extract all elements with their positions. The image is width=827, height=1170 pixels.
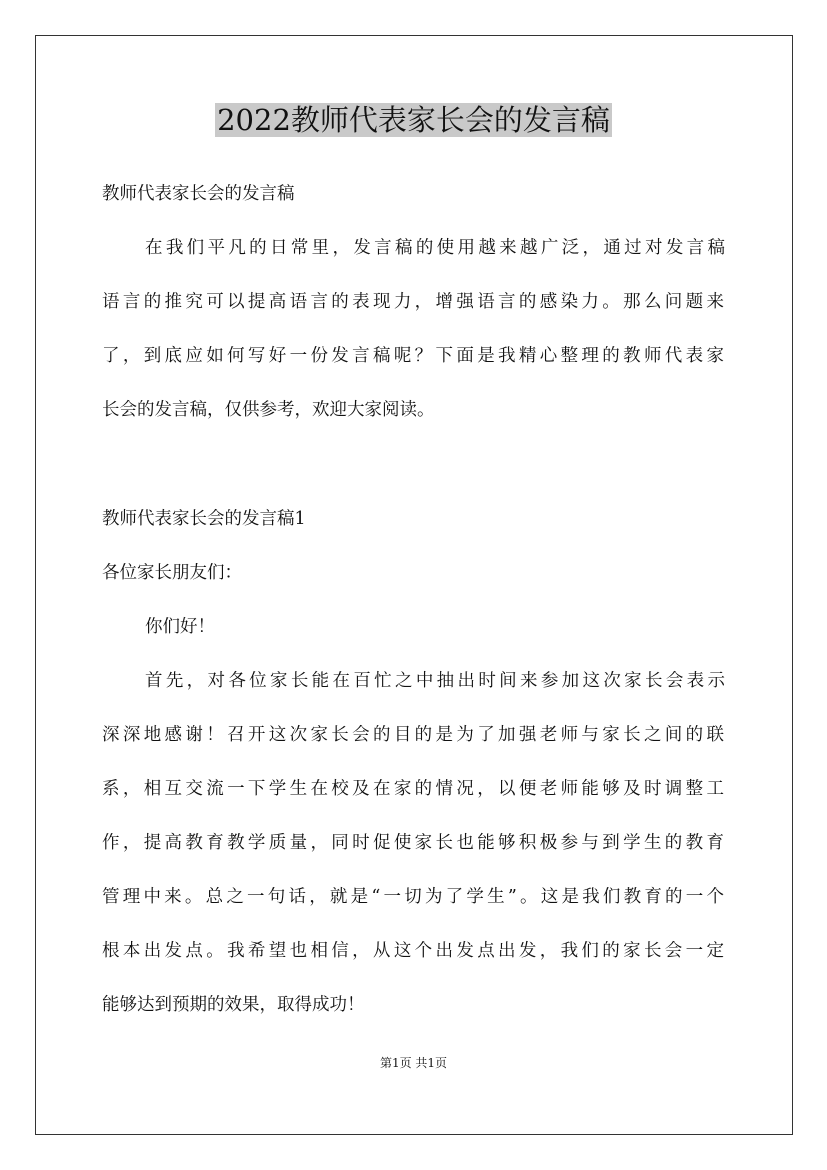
salutation: 各位家长朋友们：	[102, 563, 242, 583]
page-footer: 第1页 共1页	[379, 1056, 448, 1070]
subtitle-line: 教师代表家长会的发言稿	[102, 184, 295, 204]
paragraph-line: 管理中来。总之一句话，就是“一切为了学生”。这是我们教育的一个	[102, 887, 724, 907]
paragraph-line: 语言的推究可以提高语言的表现力，增强语言的感染力。那么问题来	[102, 292, 724, 312]
greeting: 你们好！	[145, 617, 215, 637]
paragraph-line: 首先，对各位家长能在百忙之中抽出时间来参加这次家长会表示	[145, 671, 725, 691]
paragraph-line: 长会的发言稿，仅供参考，欢迎大家阅读。	[102, 400, 435, 420]
paragraph-line: 了，到底应如何写好一份发言稿呢？下面是我精心整理的教师代表家	[102, 346, 724, 366]
paragraph-line: 深深地感谢！召开这次家长会的目的是为了加强老师与家长之间的联	[102, 725, 724, 745]
paragraph-line: 在我们平凡的日常里，发言稿的使用越来越广泛，通过对发言稿	[145, 238, 725, 258]
paragraph-line: 系，相互交流一下学生在校及在家的情况，以便老师能够及时调整工	[102, 779, 724, 799]
section-heading: 教师代表家长会的发言稿1	[102, 509, 306, 529]
paragraph-line: 根本出发点。我希望也相信，从这个出发点出发，我们的家长会一定	[102, 941, 724, 961]
document-title-block	[0, 100, 827, 140]
document-title: 2022教师代表家长会的发言稿	[217, 103, 610, 137]
paragraph-line: 作，提高教育教学质量，同时促使家长也能够积极参与到学生的教育	[102, 833, 724, 853]
paragraph-line: 能够达到预期的效果，取得成功！	[102, 995, 365, 1015]
